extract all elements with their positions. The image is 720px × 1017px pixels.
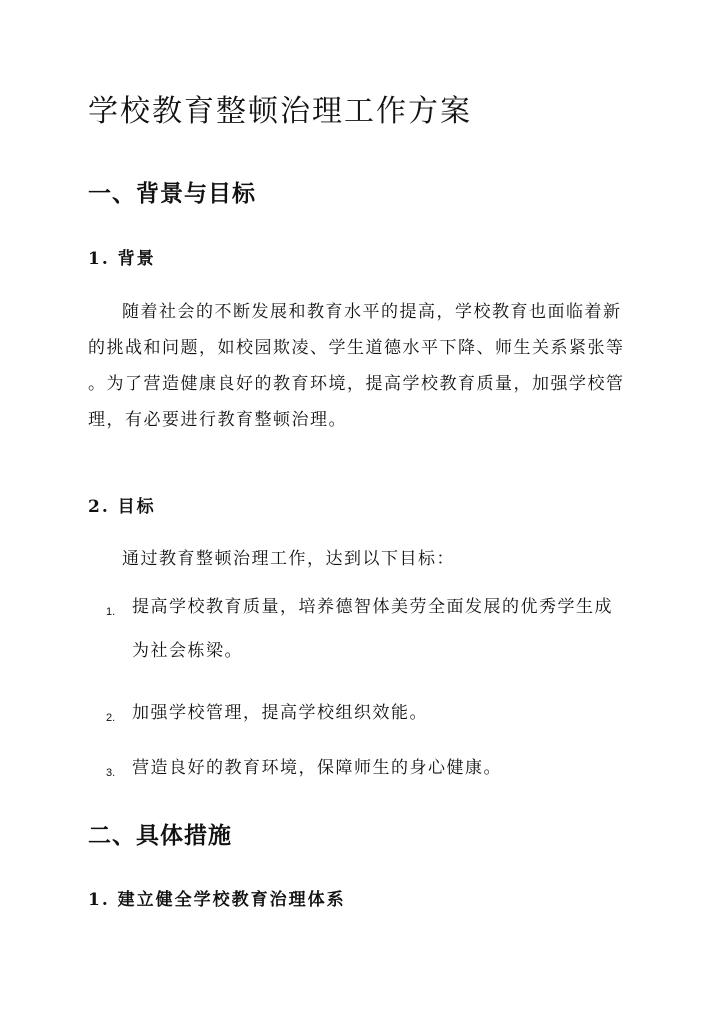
list-number: 1. [106,606,116,618]
paragraph-line: 通过教育整顿治理工作，达到以下目标： [122,549,455,569]
list-item-text [132,594,613,682]
background-paragraph [88,294,636,438]
list-item-line: 提高学校教育质量，培养德智体美劳全面发展的优秀学生成 [132,597,613,617]
list-number: 3. [106,767,116,779]
list-item-line: 为社会栋梁。 [132,641,243,661]
section-heading-measures: 二、具体措施 [88,822,232,849]
document-title: 学校教育整顿治理工作方案 [88,94,472,129]
list-item-text [132,700,428,744]
list-item-line: 加强学校管理，提高学校组织效能。 [132,703,428,723]
paragraph-line: 。为了营造健康良好的教育环境，提高学校教育质量，加强学校管 [88,374,625,394]
paragraph-line: 理，有必要进行教育整顿治理。 [88,410,347,430]
paragraph-line: 的挑战和问题，如校园欺凌、学生道德水平下降、师生关系紧张等 [88,338,625,358]
list-item-text [132,755,502,799]
list-item-line: 营造良好的教育环境，保障师生的身心健康。 [132,758,502,778]
subheading-governance-system: 1. 建立健全学校教育治理体系 [88,890,346,910]
section-heading-background-goals: 一、背景与目标 [88,180,256,207]
paragraph-line: 随着社会的不断发展和教育水平的提高，学校教育也面临着新 [122,302,622,322]
subheading-background: 1. 背景 [88,249,156,269]
list-number: 2. [106,712,116,724]
subheading-goals: 2. 目标 [88,497,156,517]
goals-intro-paragraph [88,541,636,577]
